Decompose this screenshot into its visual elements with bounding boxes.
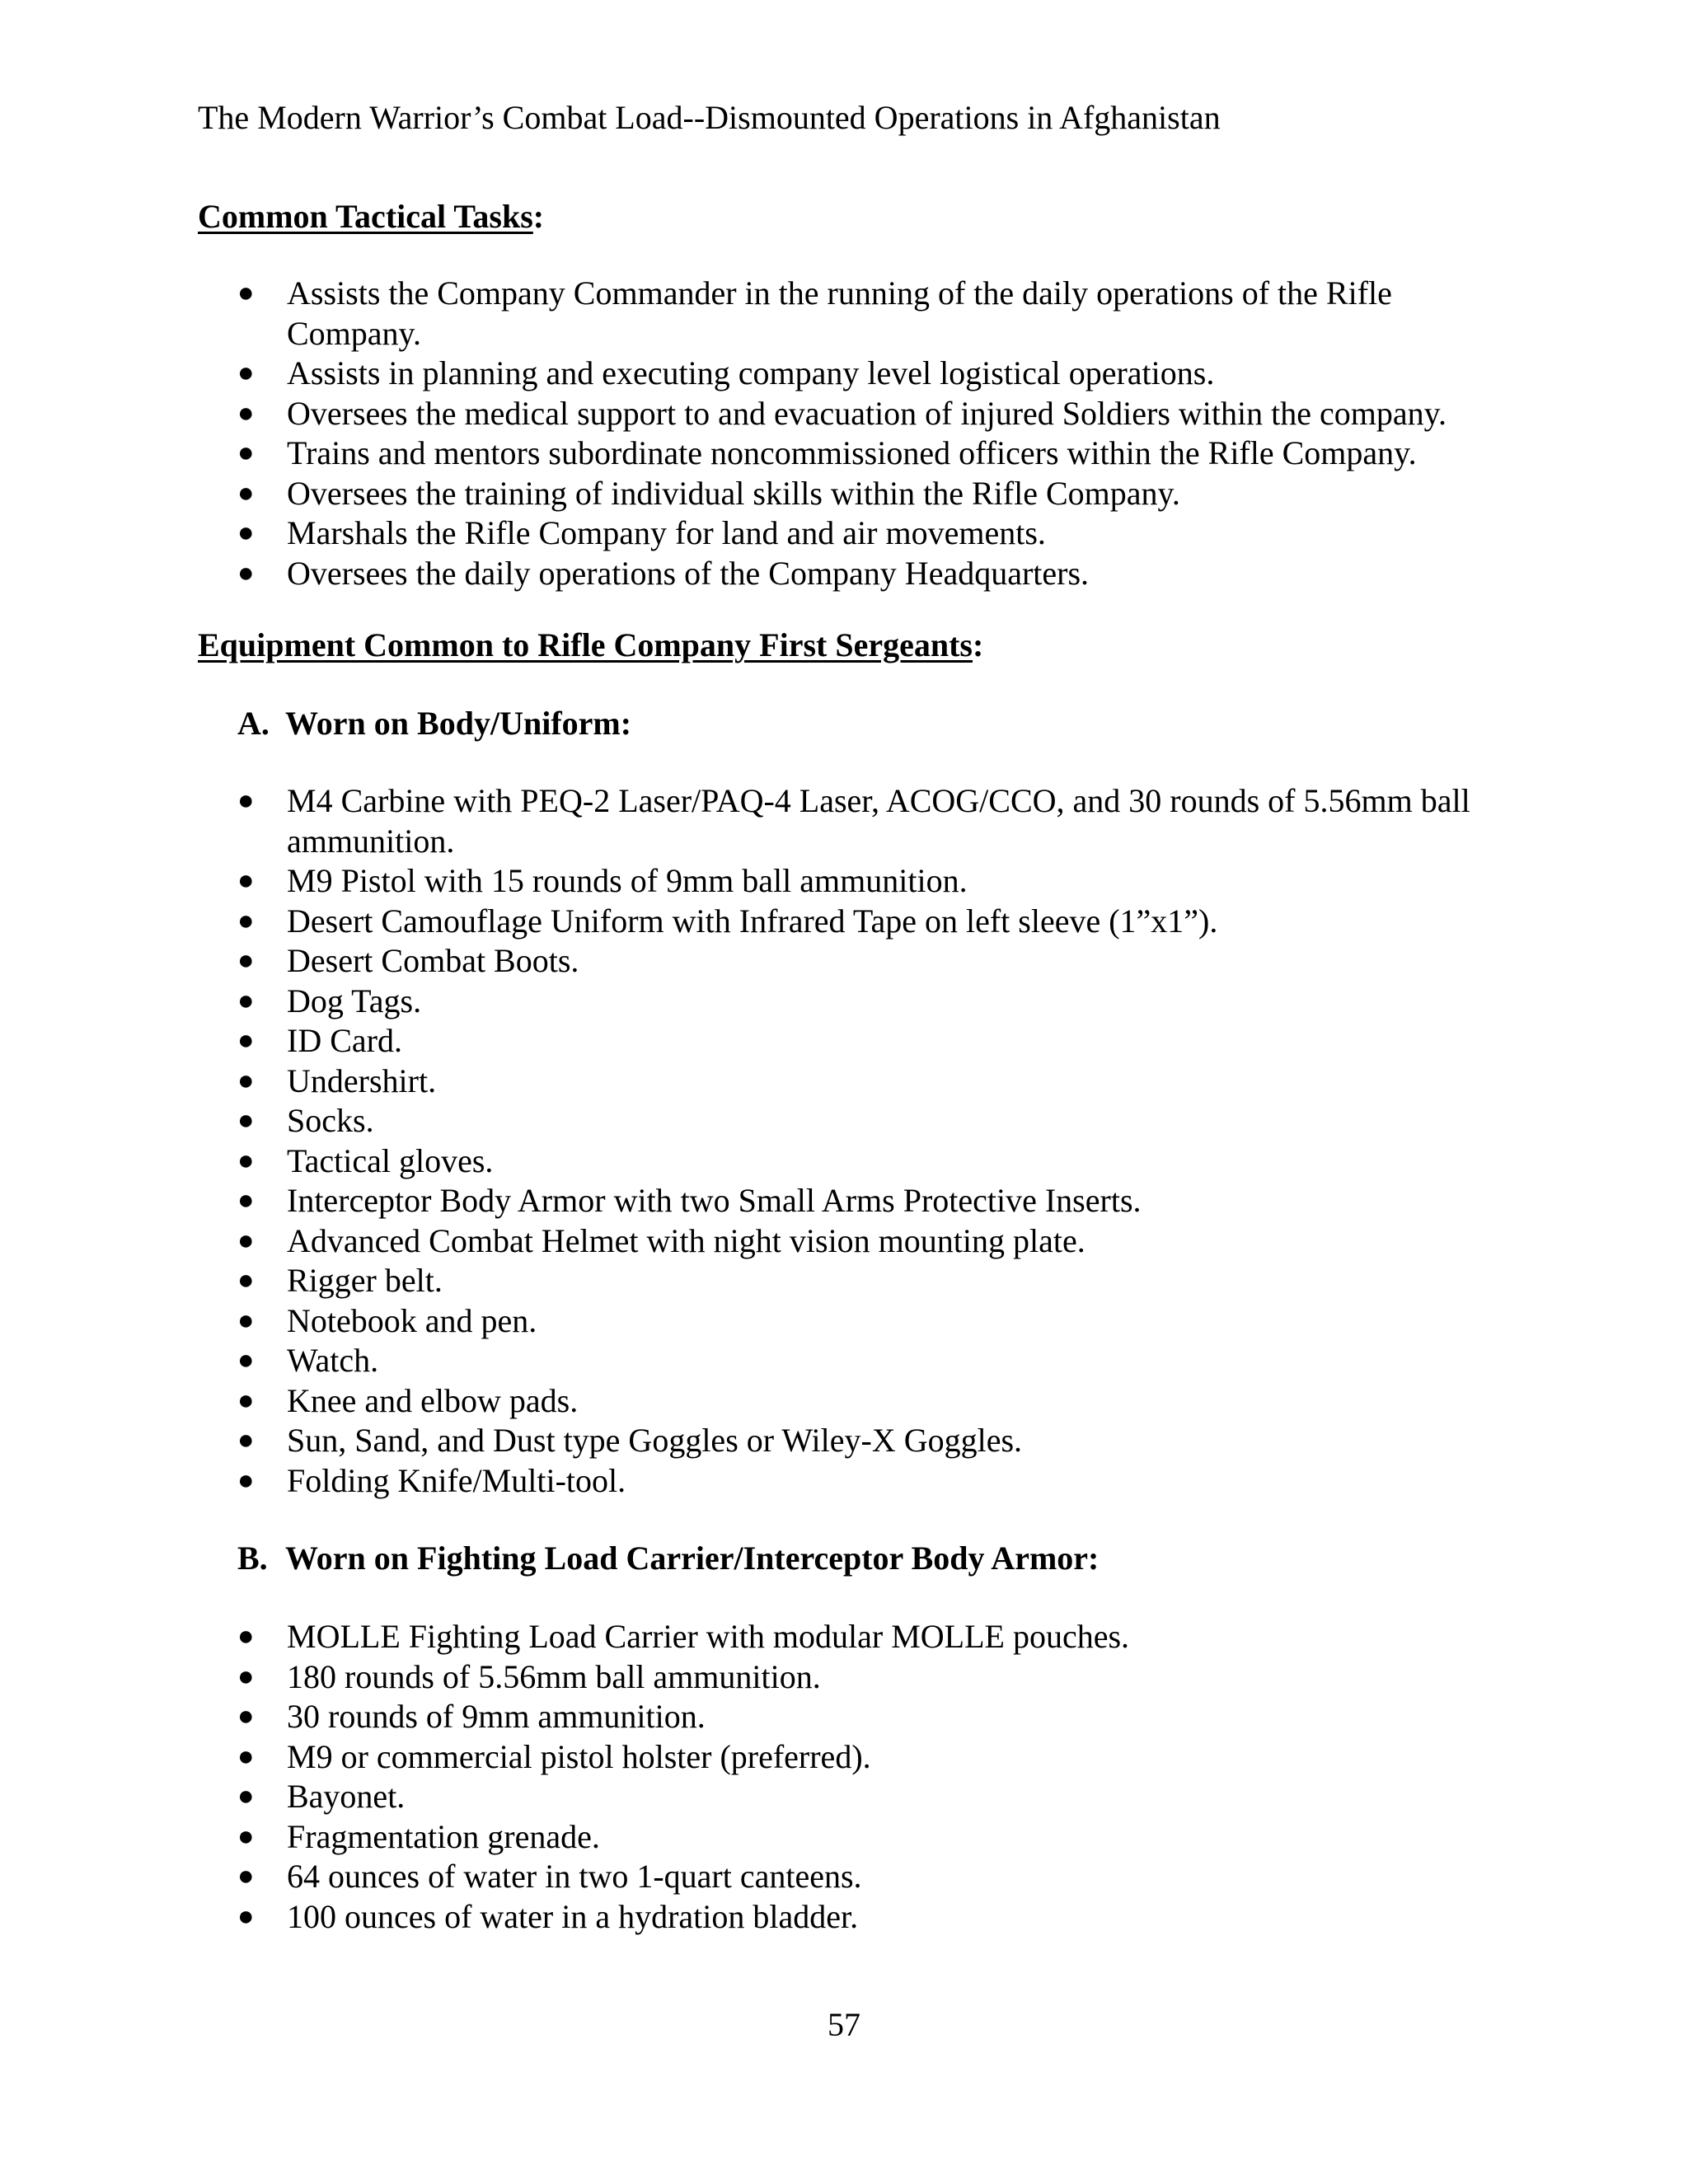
- list-item-text: M4 Carbine with PEQ-2 Laser/PAQ-4 Laser, ACOG/CCO, and 30 rounds of 5.56mm ball ammunition.: [287, 782, 1470, 860]
- list-item-text: 180 rounds of 5.56mm ball ammunition.: [287, 1657, 821, 1695]
- list-item: [0, 513, 1498, 554]
- bullet-icon: ●: [237, 1900, 255, 1932]
- list-item-text: Fragmentation grenade.: [287, 1817, 600, 1855]
- list-item-text: Tactical gloves.: [287, 1141, 494, 1179]
- equipment-heading-colon: :: [972, 626, 984, 663]
- list-item: [0, 1777, 1498, 1817]
- bullet-icon: ●: [237, 1621, 255, 1652]
- list-item-text: Sun, Sand, and Dust type Goggles or Wiley-X Goggles.: [287, 1422, 1023, 1459]
- list-item: [0, 902, 1498, 942]
- section-a-heading: [237, 703, 631, 744]
- list-item: [0, 554, 1498, 594]
- list-item: [0, 1221, 1498, 1262]
- list-item: [0, 474, 1498, 514]
- list-item-text: Trains and mentors subordinate noncommissioned officers within the Rifle Company.: [287, 434, 1417, 471]
- list-item: [0, 861, 1498, 902]
- list-item-text: Socks.: [287, 1102, 374, 1139]
- bullet-icon: ●: [237, 1305, 255, 1336]
- list-item-text: Assists the Company Commander in the running of the daily operations of the Rifle Company.: [287, 274, 1392, 352]
- list-item-text: Marshals the Rifle Company for land and air movements.: [287, 514, 1046, 551]
- section-b-letter: B.: [237, 1540, 268, 1577]
- list-item: [0, 982, 1498, 1022]
- list-item: [0, 1657, 1498, 1698]
- bullet-icon: ●: [237, 1105, 255, 1136]
- list-item: [0, 1461, 1498, 1502]
- list-item-text: M9 Pistol with 15 rounds of 9mm ball ammunition.: [287, 862, 968, 899]
- list-item: [0, 1737, 1498, 1778]
- bullet-icon: ●: [237, 1145, 255, 1176]
- list-item-text: Watch.: [287, 1342, 379, 1379]
- list-item: [0, 394, 1498, 434]
- page-header-title: The Modern Warrior’s Combat Load--Dismounted Operations in Afghanistan: [198, 99, 1221, 136]
- bullet-icon: ●: [237, 905, 255, 936]
- list-item-text: MOLLE Fighting Load Carrier with modular MOLLE pouches.: [287, 1618, 1130, 1655]
- bullet-icon: ●: [237, 1345, 255, 1376]
- bullet-icon: ●: [237, 985, 255, 1016]
- list-item: [0, 941, 1498, 982]
- list-item-text: 30 rounds of 9mm ammunition.: [287, 1698, 706, 1735]
- list-item-text: Interceptor Body Armor with two Small Arms Protective Inserts.: [287, 1182, 1142, 1219]
- list-item: [0, 1101, 1498, 1141]
- list-item-text: M9 or commercial pistol holster (preferred).: [287, 1737, 871, 1775]
- list-item: [0, 1421, 1498, 1461]
- list-item: [0, 1617, 1498, 1657]
- bullet-icon: ●: [237, 1185, 255, 1216]
- list-item-text: Advanced Combat Helmet with night vision mounting plate.: [287, 1221, 1085, 1259]
- list-item: [0, 1341, 1498, 1381]
- bullet-icon: ●: [237, 1741, 255, 1772]
- bullet-icon: ●: [237, 1265, 255, 1296]
- list-item: [0, 1141, 1498, 1182]
- bullet-icon: ●: [237, 477, 255, 509]
- list-item-text: Oversees the medical support to and evacuation of injured Soldiers within the company.: [287, 394, 1447, 432]
- equipment-heading-text: Equipment Common to Rifle Company First Sergeants: [198, 626, 973, 663]
- list-item: [0, 1021, 1498, 1062]
- tactical-tasks-heading-text: Common Tactical Tasks: [198, 198, 533, 235]
- bullet-icon: ●: [237, 1821, 255, 1852]
- list-item-text: Oversees the training of individual skills within the Rifle Company.: [287, 474, 1180, 512]
- bullet-icon: ●: [237, 1781, 255, 1811]
- list-item: [0, 1697, 1498, 1737]
- tactical-tasks-list: [0, 274, 1498, 593]
- list-item-text: ID Card.: [287, 1022, 402, 1059]
- list-item: [0, 434, 1498, 474]
- list-item-text: Dog Tags.: [287, 982, 422, 1019]
- bullet-icon: ●: [237, 1701, 255, 1732]
- tactical-tasks-heading: [198, 196, 544, 237]
- bullet-icon: ●: [237, 1225, 255, 1256]
- list-item: [0, 781, 1498, 861]
- bullet-icon: ●: [237, 1065, 255, 1096]
- equipment-heading: [198, 625, 983, 666]
- list-item: [0, 1301, 1498, 1342]
- bullet-icon: ●: [237, 1025, 255, 1056]
- bullet-icon: ●: [237, 557, 255, 588]
- tactical-tasks-heading-colon: :: [532, 198, 545, 235]
- list-item: [0, 1062, 1498, 1102]
- list-item-text: 100 ounces of water in a hydration bladder.: [287, 1897, 859, 1935]
- list-item-text: 64 ounces of water in two 1-quart canteens.: [287, 1858, 862, 1895]
- bullet-icon: ●: [237, 1861, 255, 1891]
- list-item-text: Bayonet.: [287, 1778, 406, 1815]
- list-item: [0, 1181, 1498, 1221]
- list-item-text: Rigger belt.: [287, 1262, 443, 1299]
- bullet-icon: ●: [237, 1425, 255, 1455]
- bullet-icon: ●: [237, 1661, 255, 1692]
- bullet-icon: ●: [237, 1385, 255, 1416]
- list-item: [0, 354, 1498, 394]
- list-item-text: Knee and elbow pads.: [287, 1381, 579, 1419]
- list-item-text: Desert Combat Boots.: [287, 942, 579, 979]
- section-b-heading: [237, 1538, 1099, 1579]
- section-a-list: [0, 781, 1498, 1501]
- list-item-text: Oversees the daily operations of the Company Headquarters.: [287, 554, 1090, 592]
- bullet-icon: ●: [237, 785, 255, 816]
- section-a-title: Worn on Body/Uniform:: [285, 705, 632, 742]
- section-b-title: Worn on Fighting Load Carrier/Interceptor Body Armor:: [285, 1540, 1100, 1577]
- list-item-text: Desert Camouflage Uniform with Infrared Tape on left sleeve (1”x1”).: [287, 902, 1218, 940]
- page-number: 57: [828, 2006, 860, 2043]
- bullet-icon: ●: [237, 945, 255, 976]
- bullet-icon: ●: [237, 358, 255, 388]
- list-item-text: Assists in planning and executing company level logistical operations.: [287, 354, 1215, 391]
- list-item-text: Undershirt.: [287, 1062, 437, 1099]
- list-item-text: Folding Knife/Multi-tool.: [287, 1461, 626, 1499]
- list-item: [0, 1857, 1498, 1897]
- bullet-icon: ●: [237, 438, 255, 468]
- list-item: [0, 1261, 1498, 1301]
- list-item: [0, 1381, 1498, 1422]
- section-b-list: [0, 1617, 1498, 1937]
- bullet-icon: ●: [237, 865, 255, 896]
- list-item: [0, 1817, 1498, 1858]
- list-item: [0, 1897, 1498, 1938]
- list-item-text: Notebook and pen.: [287, 1301, 537, 1339]
- bullet-icon: ●: [237, 278, 255, 308]
- bullet-icon: ●: [237, 1465, 255, 1496]
- list-item: [0, 274, 1498, 354]
- section-a-letter: A.: [237, 705, 270, 742]
- bullet-icon: ●: [237, 518, 255, 548]
- bullet-icon: ●: [237, 397, 255, 429]
